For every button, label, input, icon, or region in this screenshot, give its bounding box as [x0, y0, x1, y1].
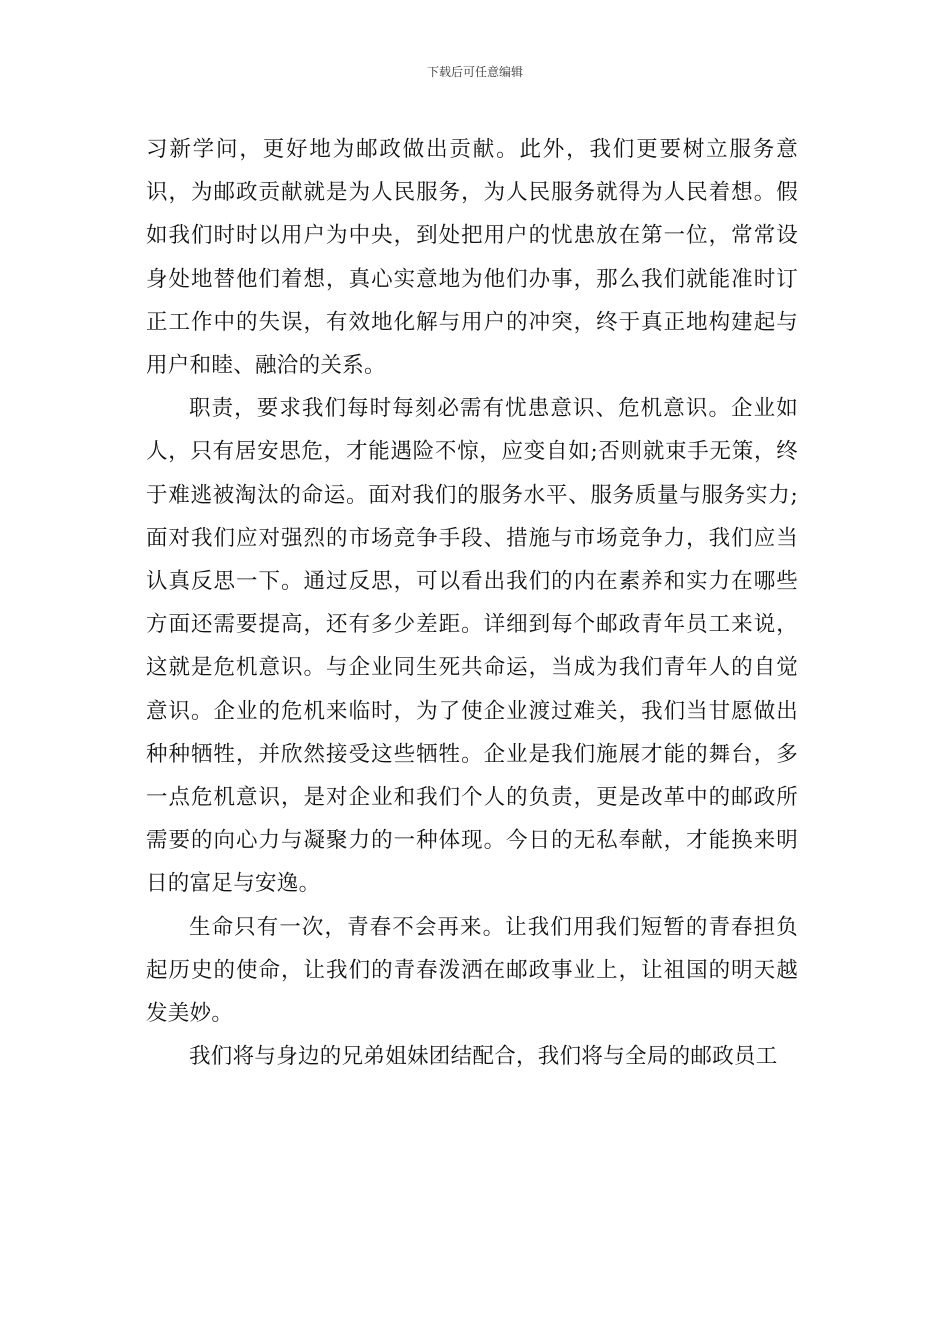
page-header: 下载后可任意编辑: [426, 65, 523, 79]
paragraph-4: 我们将与身边的兄弟姐妹团结配合，我们将与全局的邮政员工: [189, 1044, 778, 1070]
document-body: [146, 128, 798, 1078]
paragraph-1: 习新学问，更好地为邮政做出贡献。此外，我们更要树立服务意识，为邮政贡献就是为人民服务，为人民服务就得为人民着想。假如我们时时以用户为中央，到处把用户的忧患放在第一位，常常设身处地替他们着想，真心实意地为他们办事，那么我们就能准时订正工作中的失误，有效地化解与用户的冲突，终于真正地构建起与用户和睦、融洽的关系。: [146, 137, 798, 379]
paragraph-2: 职责，要求我们每时每刻必需有忧患意识、危机意识。企业如人，只有居安思危，才能遇险不惊，应变自如;否则就束手无策，终于难逃被淘汰的命运。面对我们的服务水平、服务质量与服务实力;面对我们应对强烈的市场竞争手段、措施与市场竞争力，我们应当认真反思一下。通过反思，可以看出我们的内在素养和实力在哪些方面还需要提高，还有多少差距。详细到每个邮政青年员工来说，这就是危机意识。与企业同生死共命运，当成为我们青年人的自觉意识。企业的危机来临时，为了使企业渡过难关，我们当甘愿做出种种牺牲，并欣然接受这些牺牲。企业是我们施展才能的舞台，多一点危机意识，是对企业和我们个人的负责，更是改革中的邮政所需要的向心力与凝聚力的一种体现。今日的无私奉献，才能换来明日的富足与安逸。: [146, 396, 798, 897]
paragraph-3: 生命只有一次，青春不会再来。让我们用我们短暂的青春担负起历史的使命，让我们的青春泼洒在邮政事业上，让祖国的明天越发美妙。: [146, 914, 798, 1027]
